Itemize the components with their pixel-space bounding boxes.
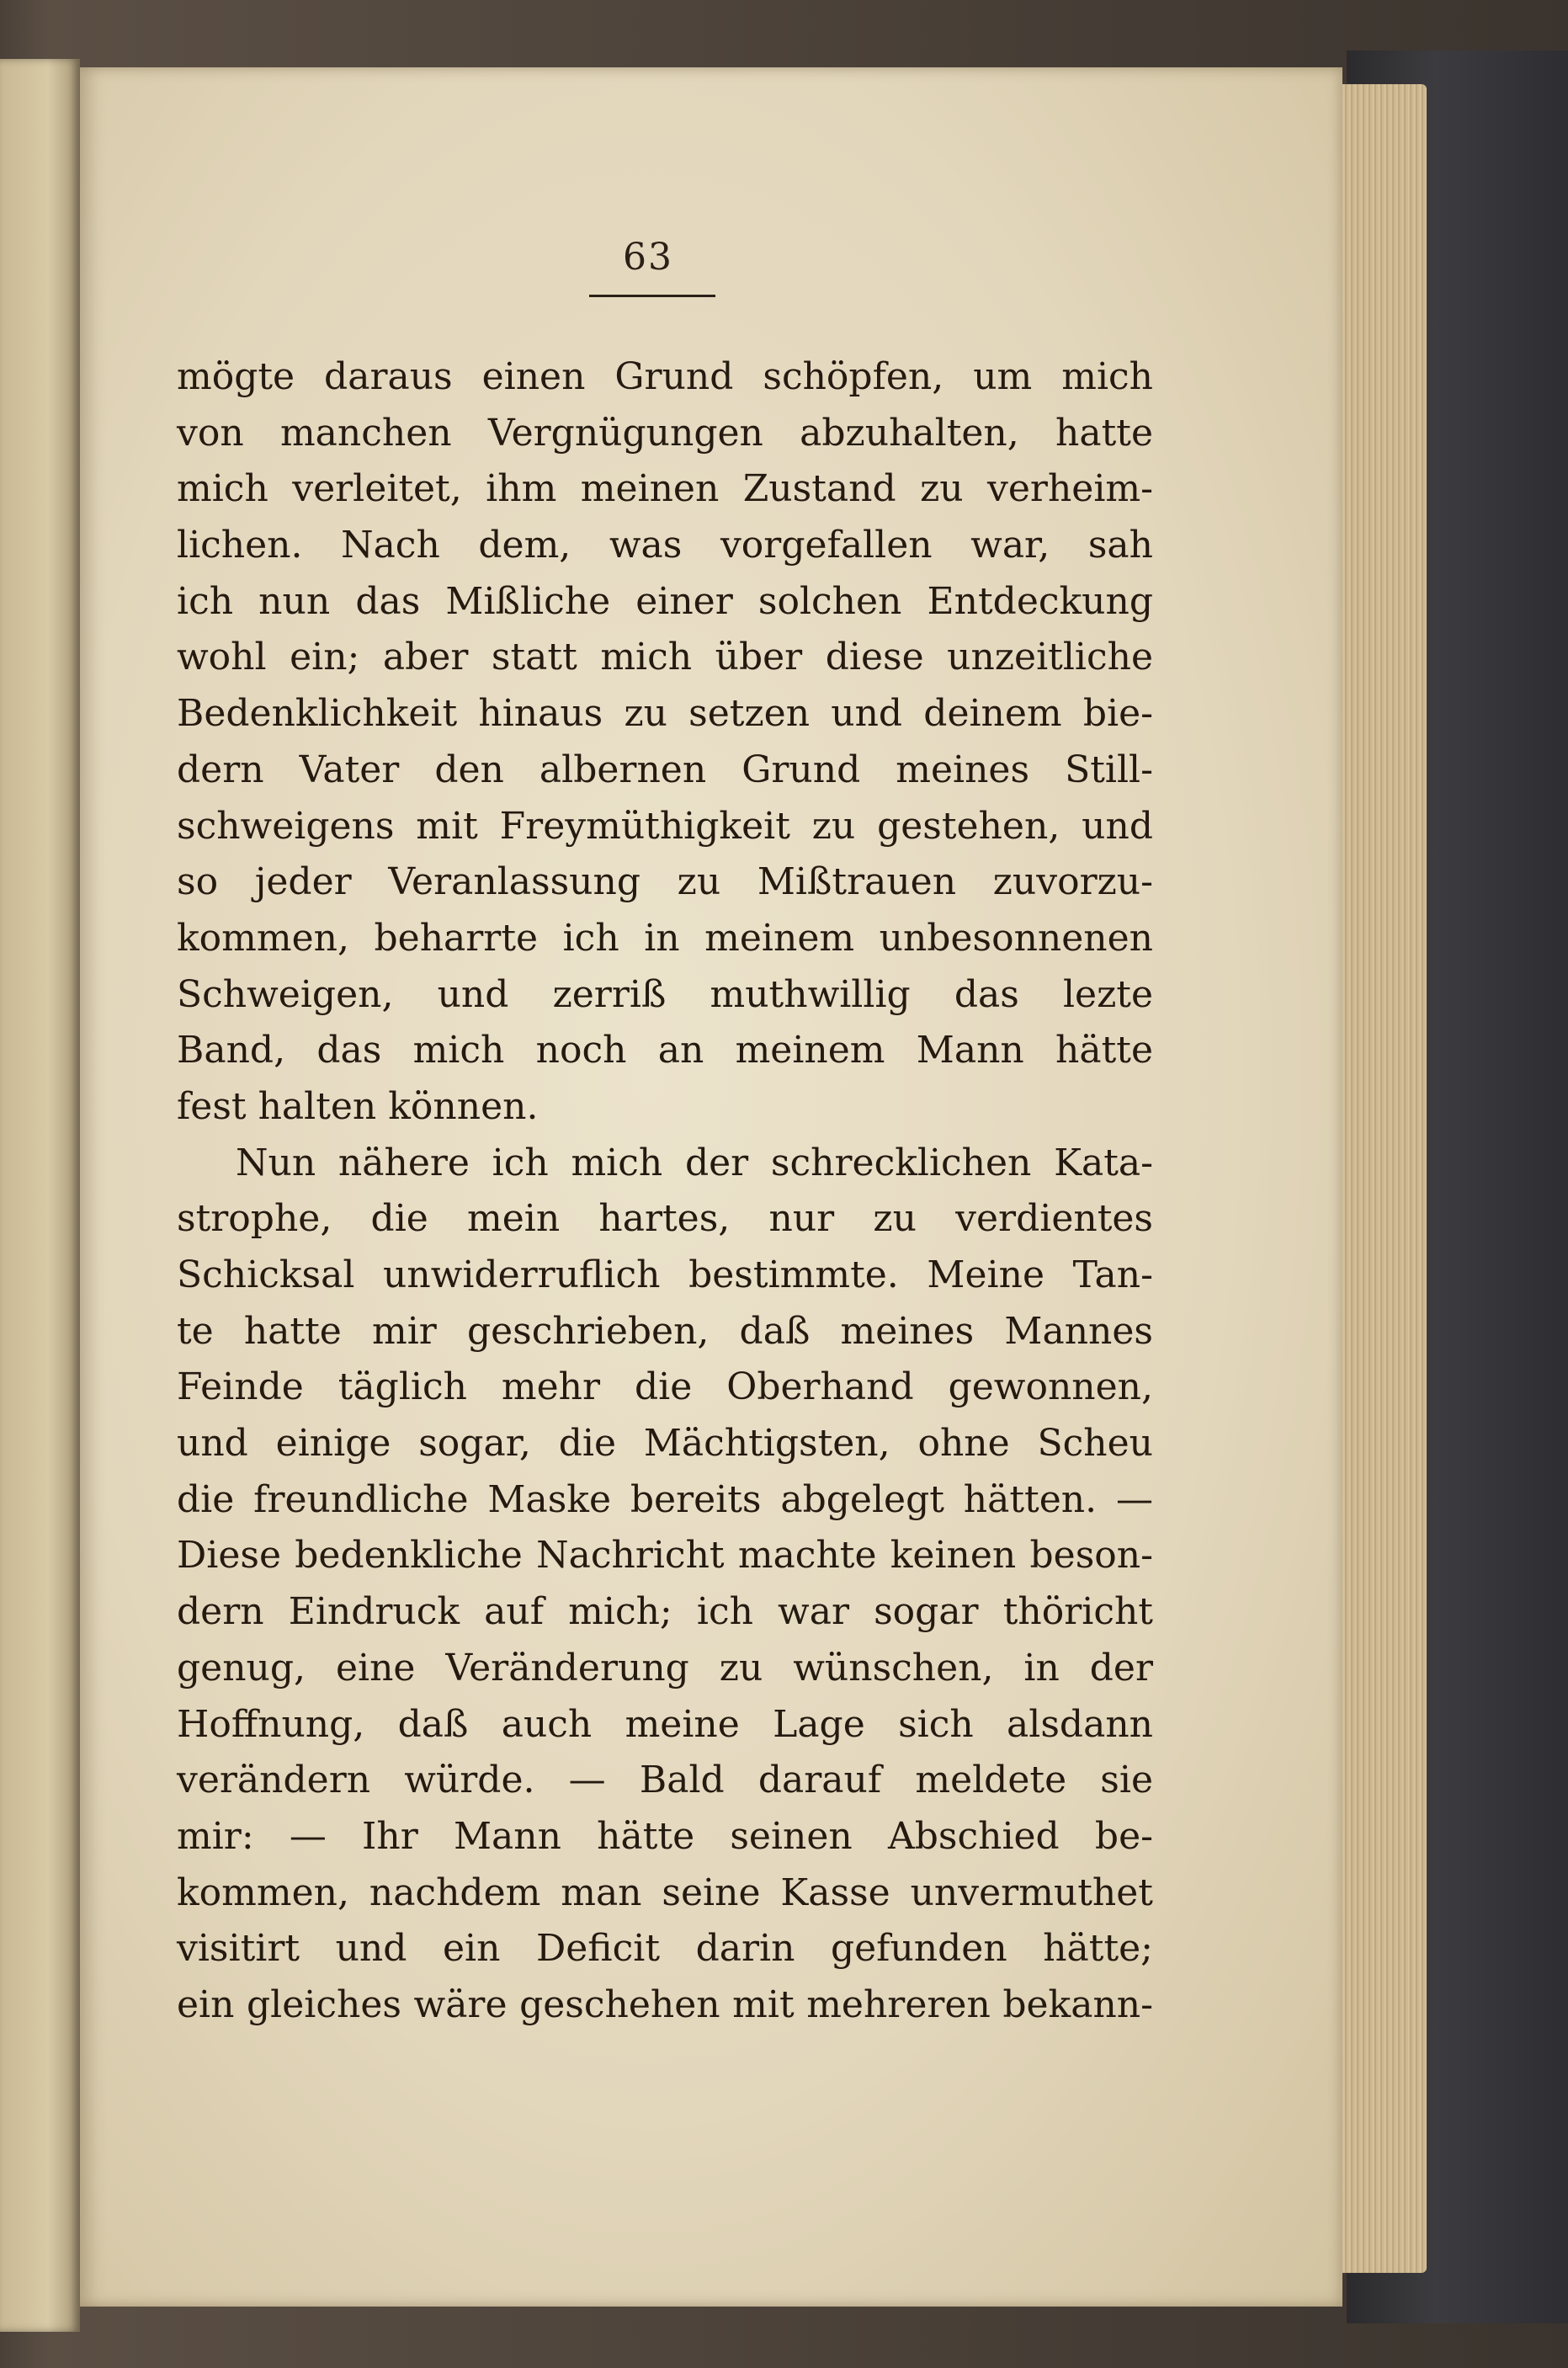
text-line: dern Vater den albernen Grund meines Still- — [177, 748, 1153, 791]
text-line: Nun nähere ich mich der schrecklichen Kata- — [236, 1141, 1153, 1184]
text-line: kommen, beharrte ich in meinem unbesonnenen — [177, 916, 1153, 960]
page-edges — [1330, 84, 1427, 2273]
text-line: wohl ein; aber statt mich über diese unzeitliche — [177, 636, 1153, 679]
text-line: verändern würde. — Bald darauf meldete sie — [177, 1759, 1153, 1802]
text-line: Diese bedenkliche Nachricht machte keinen beson- — [177, 1534, 1153, 1578]
text-line: Bedenklichkeit hinaus zu setzen und deinem bie- — [177, 692, 1153, 736]
text-line: Band, das mich noch an meinem Mann hätte — [177, 1029, 1153, 1072]
text-line: die freundliche Maske bereits abgelegt hätten. — — [177, 1477, 1153, 1521]
text-line: mir: — Ihr Mann hätte seinen Abschied be- — [177, 1814, 1153, 1858]
text-line: mich verleitet, ihm meinen Zustand zu verheim- — [177, 467, 1153, 511]
text-line: lichen. Nach dem, was vorgefallen war, sah — [177, 524, 1153, 567]
text-line: fest halten können. — [177, 1084, 539, 1128]
text-line: ein gleiches wäre geschehen mit mehreren bekann- — [177, 1982, 1153, 2026]
text-line: schweigens mit Freymüthigkeit zu gestehen, und — [177, 804, 1153, 848]
text-line: Hoffnung, daß auch meine Lage sich alsdann — [177, 1702, 1153, 1746]
text-line: te hatte mir geschrieben, daß meines Mannes — [177, 1309, 1153, 1353]
page-number: 63 — [623, 236, 673, 279]
text-line: kommen, nachdem man seine Kasse unvermuthet — [177, 1870, 1153, 1914]
text-line: und einige sogar, die Mächtigsten, ohne Scheu — [177, 1422, 1153, 1466]
text-line: Feinde täglich mehr die Oberhand gewonnen, — [177, 1365, 1153, 1409]
text-line: ich nun das Mißliche einer solchen Entdeckung — [177, 579, 1153, 623]
body-text — [177, 349, 1153, 2034]
text-line: so jeder Veranlassung zu Mißtrauen zuvorzu- — [177, 860, 1153, 904]
text-line: von manchen Vergnügungen abzuhalten, hatte — [177, 411, 1153, 455]
text-line: mögte daraus einen Grund schöpfen, um mich — [177, 355, 1153, 398]
text-line: dern Eindruck auf mich; ich war sogar thöricht — [177, 1590, 1153, 1634]
text-line: Schicksal unwiderruflich bestimmte. Meine Tan- — [177, 1253, 1153, 1296]
text-line: Schweigen, und zerriß muthwillig das lezte — [177, 972, 1153, 1016]
page-number-rule — [589, 295, 715, 297]
facing-page-edge — [0, 59, 80, 2332]
text-line: genug, eine Veränderung zu wünschen, in der — [177, 1646, 1153, 1690]
text-line: visitirt und ein Deficit darin gefunden hätte; — [177, 1927, 1153, 1971]
text-line: strophe, die mein hartes, nur zu verdientes — [177, 1197, 1153, 1241]
